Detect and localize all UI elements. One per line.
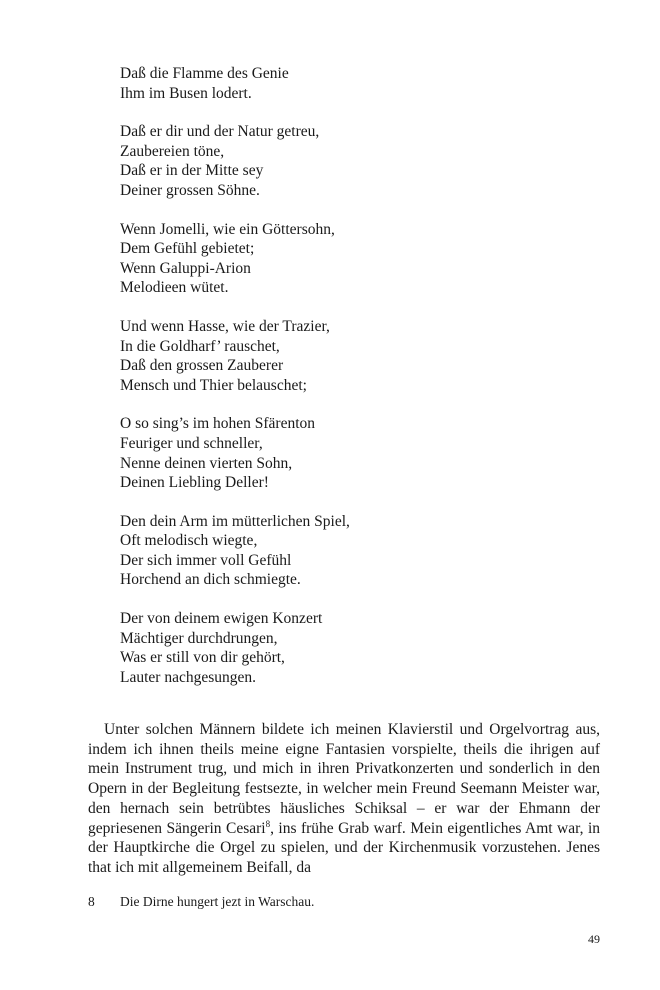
poem-line: Nenne deinen vierten Sohn, <box>120 454 293 472</box>
footnote-text: Die Dirne hungert jezt in Warschau. <box>120 894 315 909</box>
poem-line: Oft melodisch wiegte, <box>120 532 258 550</box>
prose-text-continued: , ins frühe Grab warf. Mein eigentliches Amt war, in der Hauptkirche die Orgel zu spielen, und der Kirchenmusik vorzustehen. Jenes that ich mit allgemeinem Beifall, da <box>88 819 600 876</box>
poem-line: Wenn Galuppi-Arion <box>120 259 251 277</box>
poem-line: Mensch und Thier belauschet; <box>120 376 307 394</box>
stanza <box>120 414 600 492</box>
poem-line: Zaubereien töne, <box>120 142 225 160</box>
stanza <box>120 609 600 687</box>
prose-paragraph <box>88 720 600 878</box>
footnote-reference[interactable]: 8 <box>265 818 271 829</box>
prose-text: Unter solchen Männern bildete ich meinen Klavierstil und Orgelvortrag aus, indem ich ihnen theils meine eigne Fantasien vorspielte, theils die ihrigen auf mein Instrument trug, und mich in ihren Privatkonzerten und sonderlich in den Opern in der Begleitung festsezte, in welcher mein Freund Seemann Meister war, den hernach sein betrübtes häusliches Schiksal – er war der Ehmann der gepriesenen Sängerin Cesari <box>88 721 600 837</box>
poem-line: In die Goldharf’ rauschet, <box>120 337 280 355</box>
stanza <box>120 317 600 395</box>
poem-line: Der sich immer voll Gefühl <box>120 551 292 569</box>
footnote <box>88 893 600 911</box>
footnote-number: 8 <box>88 894 95 909</box>
poem-line: Deinen Liebling Deller! <box>120 474 269 492</box>
stanza <box>120 64 600 103</box>
poem-line: Lauter nachgesungen. <box>120 668 256 686</box>
poem-line: Daß er in der Mitte sey <box>120 162 264 180</box>
poem-line: Dem Gefühl gebietet; <box>120 240 255 258</box>
poem-line: Daß er dir und der Natur getreu, <box>120 123 320 141</box>
poem-line: Und wenn Hasse, wie der Trazier, <box>120 317 330 335</box>
poem-line: O so sing’s im hohen Sfärenton <box>120 415 316 433</box>
poem-line: Ihm im Busen lodert. <box>120 84 252 102</box>
poem-line: Melodieen wütet. <box>120 279 229 297</box>
page-number: 49 <box>588 932 600 946</box>
poem-line: Wenn Jomelli, wie ein Göttersohn, <box>120 220 335 238</box>
poem-line: Den dein Arm im mütterlichen Spiel, <box>120 512 350 530</box>
poem-line: Horchend an dich schmiegte. <box>120 571 301 589</box>
poem <box>120 64 600 706</box>
stanza <box>120 122 600 200</box>
poem-line: Daß den grossen Zauberer <box>120 357 284 375</box>
stanza <box>120 512 600 590</box>
stanza <box>120 220 600 298</box>
poem-line: Feuriger und schneller, <box>120 434 263 452</box>
poem-line: Was er still von dir gehört, <box>120 649 285 667</box>
poem-line: Der von deinem ewigen Konzert <box>120 610 323 628</box>
poem-line: Daß die Flamme des Genie <box>120 65 289 82</box>
poem-line: Deiner grossen Söhne. <box>120 181 260 199</box>
poem-line: Mächtiger durchdrungen, <box>120 629 278 647</box>
